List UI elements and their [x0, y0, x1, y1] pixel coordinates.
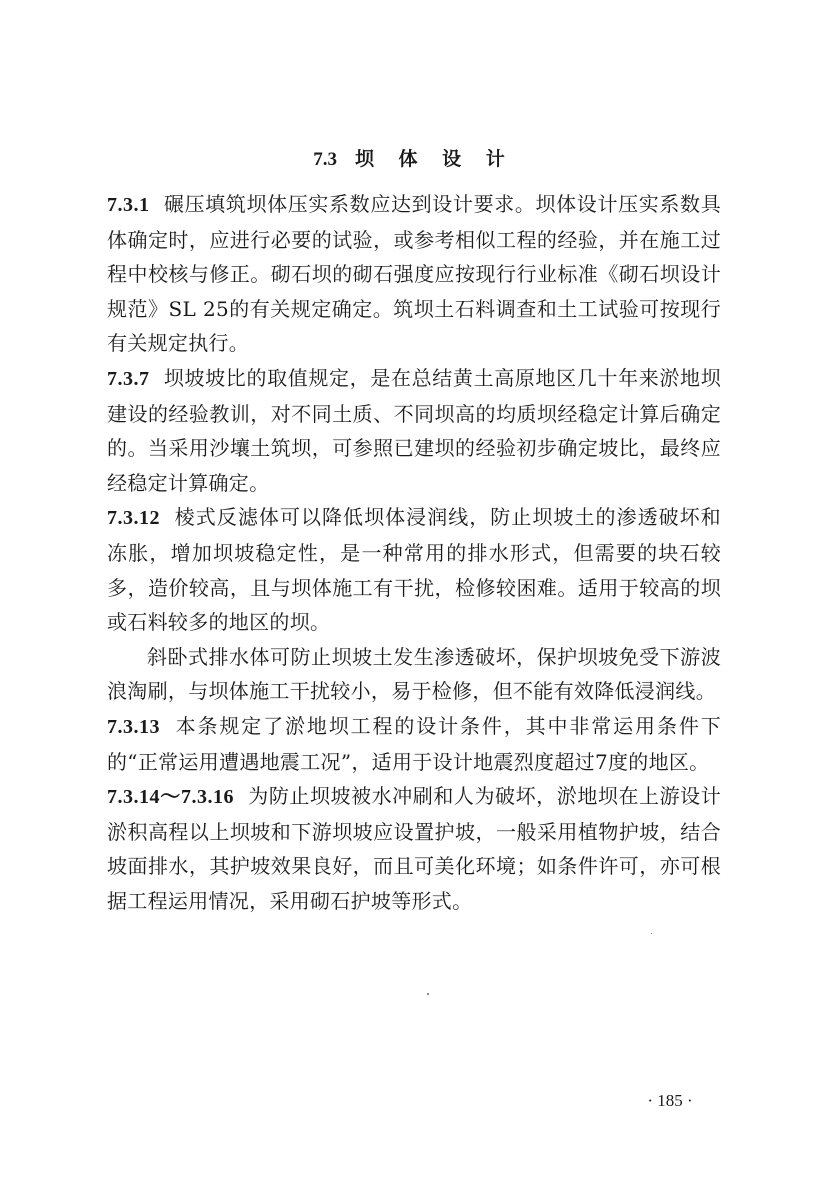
clause-number: 7.3.1 — [107, 194, 150, 216]
clause-text: 本条规定了淤地坝工程的设计条件，其中非常运用条件下的“正常运用遭遇地震工况”，适用于设计地震烈度超过7度的地区。 — [107, 713, 721, 774]
clause-paragraph — [107, 709, 721, 779]
clause-number: 7.3.7 — [107, 367, 150, 390]
clause-paragraph — [107, 361, 721, 500]
page-number: · 185 · — [647, 1091, 693, 1110]
continuation-paragraph — [107, 640, 721, 709]
clause-text: 斜卧式排水体可防止坝坡土发生渗透破坏，保护坝坡免受下游波浪淘刷，与坝体施工干扰较小，易于检修，但不能有效降低浸润线。 — [107, 644, 721, 704]
clause-text: 棱式反滤体可以降低坝体浸润线，防止坝坡土的渗透破坏和冻胀，增加坝坡稳定性，是一种常用的排水形式，但需要的块石较多，造价较高，且与坝体施工有干扰，检修较困难。适用于较高的坝或石料较多的地区的坝。 — [107, 505, 721, 635]
scan-speck — [651, 933, 652, 934]
clause-number: 7.3.12 — [107, 507, 160, 530]
clause-number: 7.3.14～7.3.16 — [107, 786, 235, 809]
section-heading — [0, 144, 827, 171]
clause-paragraph — [107, 500, 721, 639]
section-number: 7.3 — [313, 149, 337, 170]
section-title: 坝 体 设 计 — [354, 148, 514, 170]
clause-text: 碾压填筑坝体压实系数应达到设计要求。坝体设计压实系数具体确定时，应进行必要的试验，或参考相似工程的经验，并在施工过程中校核与修正。砌石坝的砌石强度应按现行行业标准《砌石坝设计规范》SL 25的有关规定确定。筑坝土石料调查和土工试验可按现行有关规定执行。 — [107, 192, 721, 356]
scan-speck — [427, 993, 429, 995]
body-text — [107, 187, 721, 918]
clause-text: 为防止坝坡被水冲刷和人为破坏，淤地坝在上游设计淤积高程以上坝坡和下游坝坡应设置护坡，一般采用植物护坡，结合坡面排水，其护坡效果良好，而且可美化环境；如条件许可，亦可根据工程运用情况，采用砌石护坡等形式。 — [107, 784, 721, 913]
clause-paragraph — [107, 187, 721, 361]
clause-text: 坝坡坡比的取值规定，是在总结黄土高原地区几十年来淤地坝建设的经验教训，对不同土质、不同坝高的均质坝经稳定计算后确定的。当采用沙壤土筑坝，可参照已建坝的经验初步确定坡比，最终应经稳定计算确定。 — [107, 365, 721, 495]
clause-number: 7.3.13 — [107, 715, 160, 738]
clause-paragraph — [107, 779, 721, 918]
